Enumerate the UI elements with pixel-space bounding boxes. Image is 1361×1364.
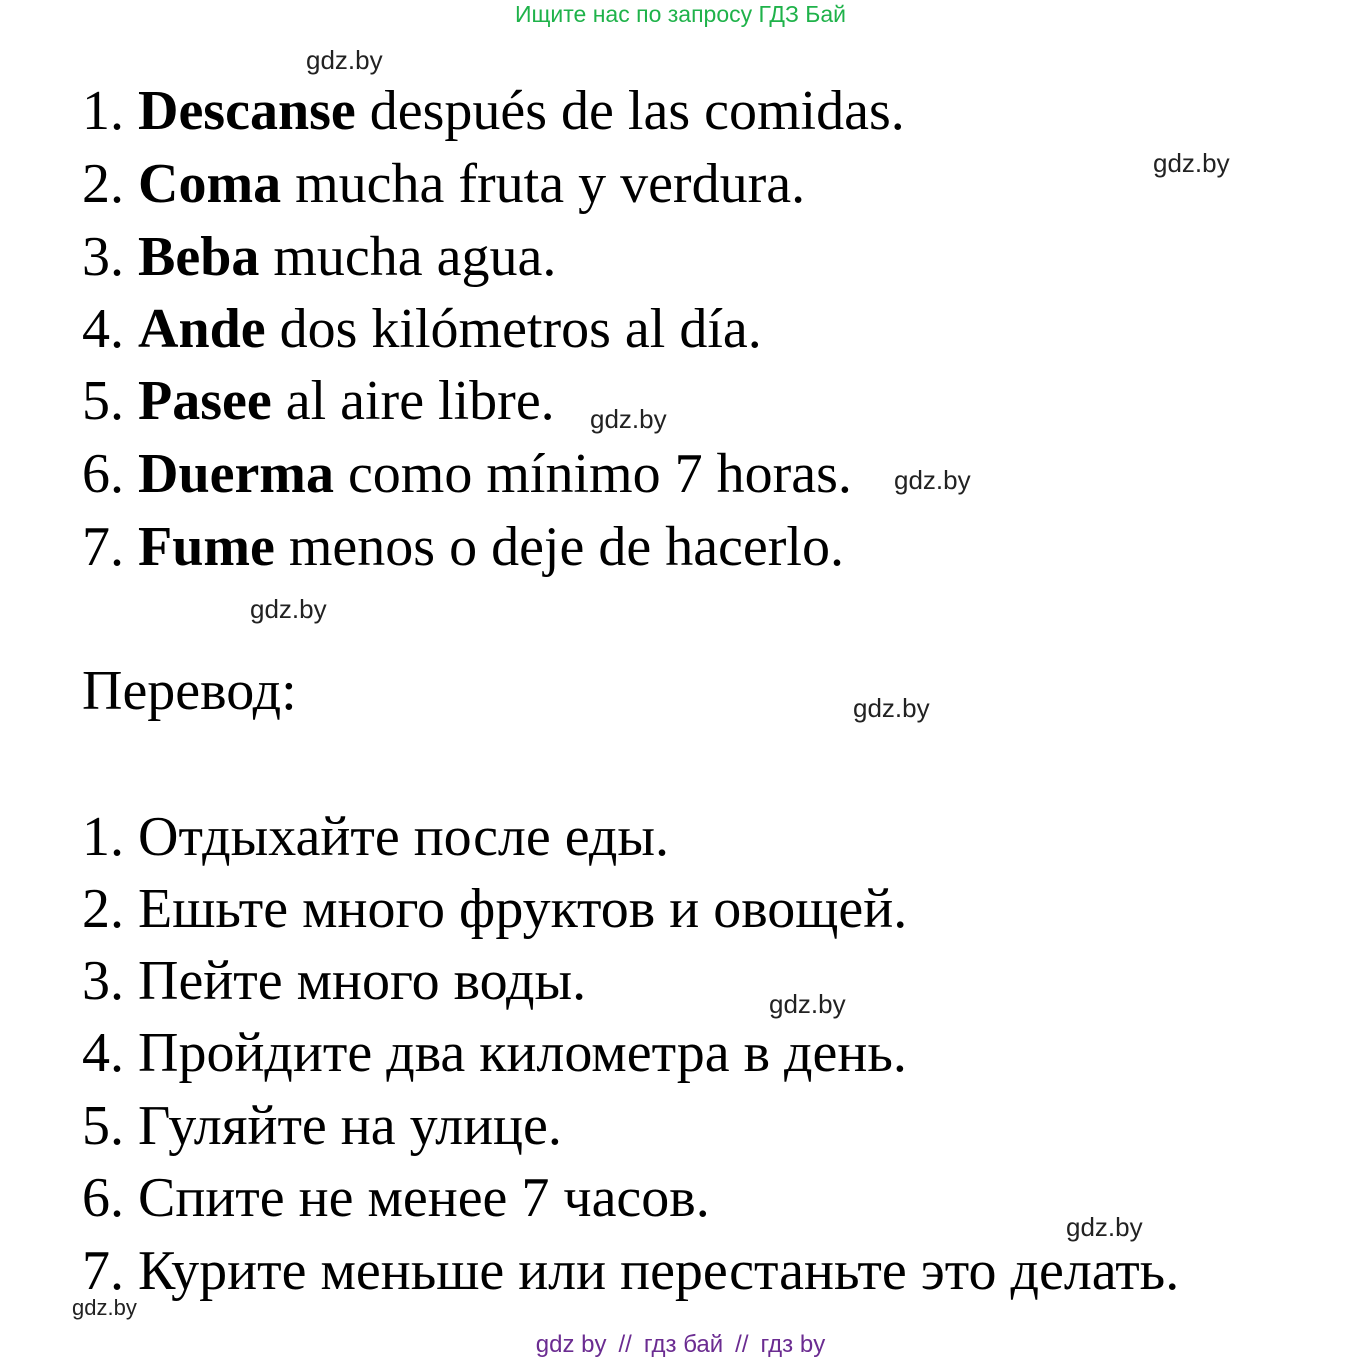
spanish-sentence: 1. Descanse después de las comidas.: [82, 80, 905, 142]
watermark: gdz.by: [306, 45, 383, 75]
spanish-sentence: 5. Pasee al aire libre.: [82, 370, 555, 432]
footer-link[interactable]: gdz by: [535, 1331, 607, 1358]
footer-link[interactable]: гдз by: [760, 1331, 826, 1358]
footer-link[interactable]: гдз бай: [643, 1331, 724, 1358]
imperative-verb: Coma: [138, 153, 282, 215]
watermark: gdz.by: [72, 1295, 137, 1320]
footer-separator: //: [735, 1331, 749, 1358]
russian-sentence: 6. Спите не менее 7 часов.: [82, 1167, 710, 1229]
search-banner: Ищите нас по запросу ГДЗ Бай: [514, 1, 847, 27]
russian-sentence: 5. Гуляйте на улице.: [82, 1095, 562, 1157]
russian-sentence: 3. Пейте много воды.: [82, 950, 587, 1012]
imperative-verb: Ande: [138, 298, 266, 360]
russian-sentence: 4. Пройдите два километра в день.: [82, 1022, 907, 1084]
spanish-sentence: 4. Ande dos kilómetros al día.: [82, 298, 762, 360]
watermark: gdz.by: [250, 594, 327, 624]
russian-sentence: 2. Ешьте много фруктов и овощей.: [82, 878, 908, 940]
watermark: gdz.by: [853, 693, 930, 723]
watermark: gdz.by: [769, 989, 846, 1019]
watermark: gdz.by: [1066, 1212, 1143, 1242]
translation-heading: Перевод:: [82, 660, 297, 722]
watermark: gdz.by: [1153, 148, 1230, 178]
footer-links: [0, 1330, 1361, 1360]
imperative-verb: Descanse: [138, 80, 356, 142]
watermark: gdz.by: [590, 404, 667, 434]
spanish-sentence: 3. Beba mucha agua.: [82, 226, 557, 288]
footer-separator: //: [618, 1331, 632, 1358]
russian-sentence: 7. Курите меньше или перестаньте это делать.: [82, 1240, 1180, 1302]
spanish-sentence: 7. Fume menos o deje de hacerlo.: [82, 516, 844, 578]
russian-sentence: 1. Отдыхайте после еды.: [82, 806, 669, 868]
spanish-sentence: 2. Coma mucha fruta y verdura.: [82, 153, 806, 215]
watermark: gdz.by: [894, 465, 971, 495]
imperative-verb: Duerma: [138, 443, 334, 505]
spanish-sentence: 6. Duerma como mínimo 7 horas.: [82, 443, 852, 505]
imperative-verb: Fume: [138, 516, 275, 578]
imperative-verb: Pasee: [138, 370, 272, 432]
imperative-verb: Beba: [138, 226, 260, 288]
